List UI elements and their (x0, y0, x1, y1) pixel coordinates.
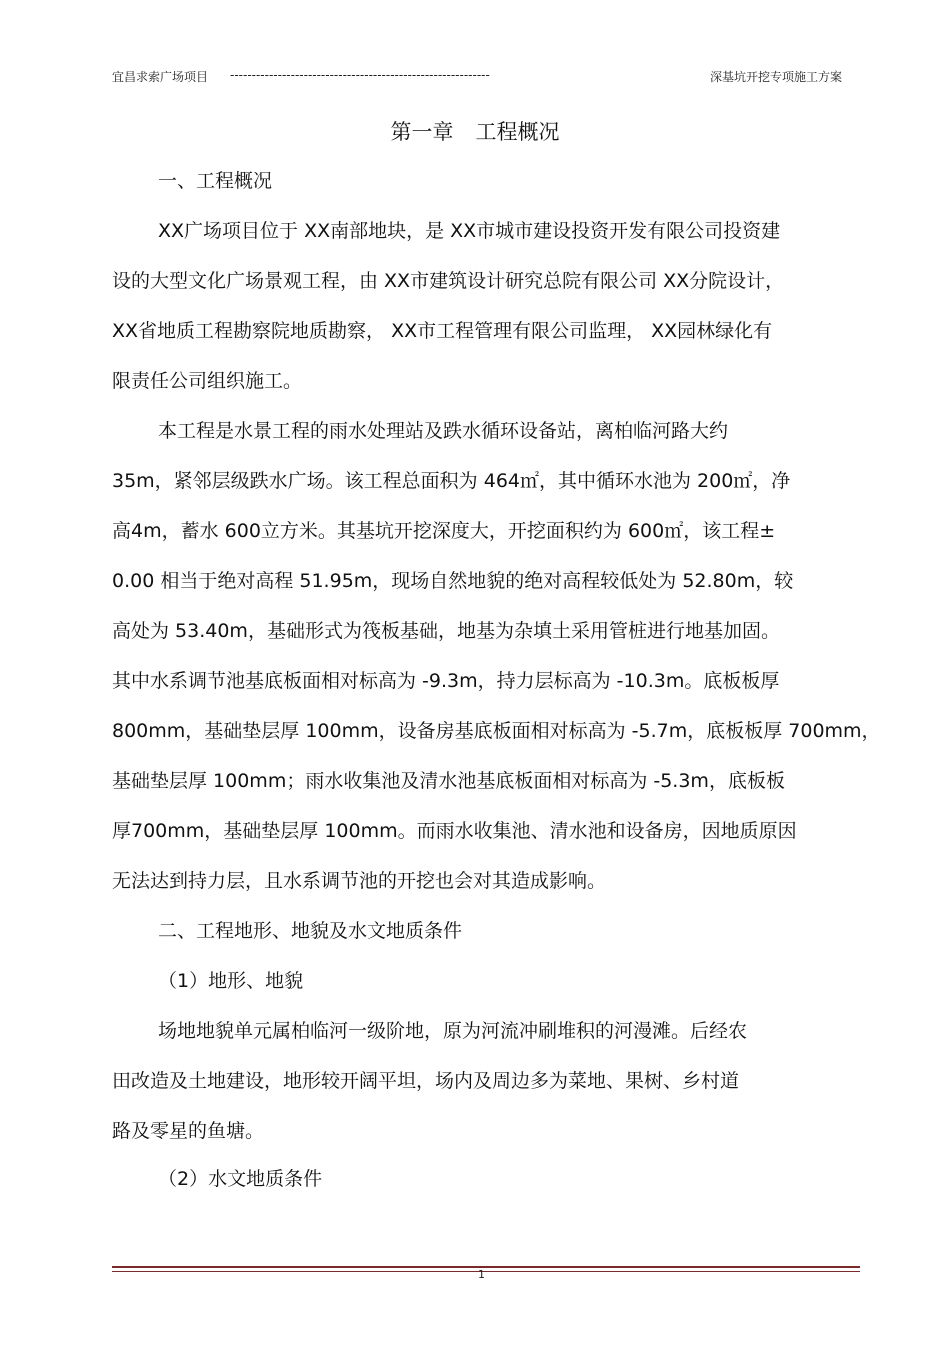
paragraph-line: 35m，紧邻层级跌水广场。该工程总面积为 464㎡，其中循环水池为 200㎡，净 (112, 470, 791, 492)
paragraph-line: 场地地貌单元属柏临河一级阶地，原为河流冲刷堆积的河漫滩。后经农 (158, 1020, 748, 1042)
paragraph-line: 高4m，蓄水 600立方米。其基坑开挖深度大，开挖面积约为 600㎡，该工程± (112, 520, 776, 542)
chapter-title (0, 116, 950, 146)
footer-rule-thin (112, 1271, 860, 1272)
paragraph-line: 限责任公司组织施工。 (112, 370, 303, 392)
paragraph-line: 田改造及土地建设，地形较开阔平坦，场内及周边多为菜地、果树、乡村道 (112, 1070, 740, 1092)
paragraph-line: 其中水系调节池基底板面相对标高为 -9.3m，持力层标高为 -10.3m。底板板厚 (112, 670, 780, 692)
paragraph-line: 厚700mm，基础垫层厚 100mm。而雨水收集池、清水池和设备房，因地质原因 (112, 820, 797, 842)
page-number: 1 (478, 1268, 485, 1281)
header-dash-separator: ------------------------------------------------------------ (230, 68, 490, 82)
paragraph-line: 0.00 相当于绝对高程 51.95m，现场自然地貌的绝对高程较低处为 52.80m，较 (112, 570, 794, 592)
chapter-number: 第一章 (390, 120, 454, 144)
header-project-name: 宜昌求索广场项目 (112, 70, 209, 84)
chapter-name: 工程概况 (475, 120, 560, 144)
paragraph-line: 800mm，基础垫层厚 100mm，设备房基底板面相对标高为 -5.7m，底板板厚 700mm， (112, 720, 881, 742)
paragraph-line: XX广场项目位于 XX南部地块，是 XX市城市建设投资开发有限公司投资建 (158, 220, 781, 242)
paragraph-line: 基础垫层厚 100mm；雨水收集池及清水池基底板面相对标高为 -5.3m，底板板 (112, 770, 785, 792)
section-heading-overview: 一、工程概况 (158, 170, 273, 192)
paragraph-line: 高处为 53.40m，基础形式为筏板基础，地基为杂填土采用管桩进行地基加固。 (112, 620, 780, 642)
subsection-heading-terrain: （1）地形、地貌 (158, 970, 304, 992)
paragraph-line: XX省地质工程勘察院地质勘察， XX市工程管理有限公司监理， XX园林绿化有 (112, 320, 773, 342)
page-header (112, 68, 842, 86)
header-document-title: 深基坑开挖专项施工方案 (709, 70, 842, 84)
subsection-heading-hydrogeology: （2）水文地质条件 (158, 1168, 323, 1190)
footer-rule-thick (112, 1266, 860, 1268)
paragraph-line: 无法达到持力层，且水系调节池的开挖也会对其造成影响。 (112, 870, 607, 892)
section-heading-terrain-hydro: 二、工程地形、地貌及水文地质条件 (158, 920, 463, 942)
paragraph-line: 路及零星的鱼塘。 (112, 1120, 265, 1142)
paragraph-line: 设的大型文化广场景观工程，由 XX市建筑设计研究总院有限公司 XX分院设计， (112, 270, 785, 292)
paragraph-line: 本工程是水景工程的雨水处理站及跌水循环设备站，离柏临河路大约 (158, 420, 729, 442)
